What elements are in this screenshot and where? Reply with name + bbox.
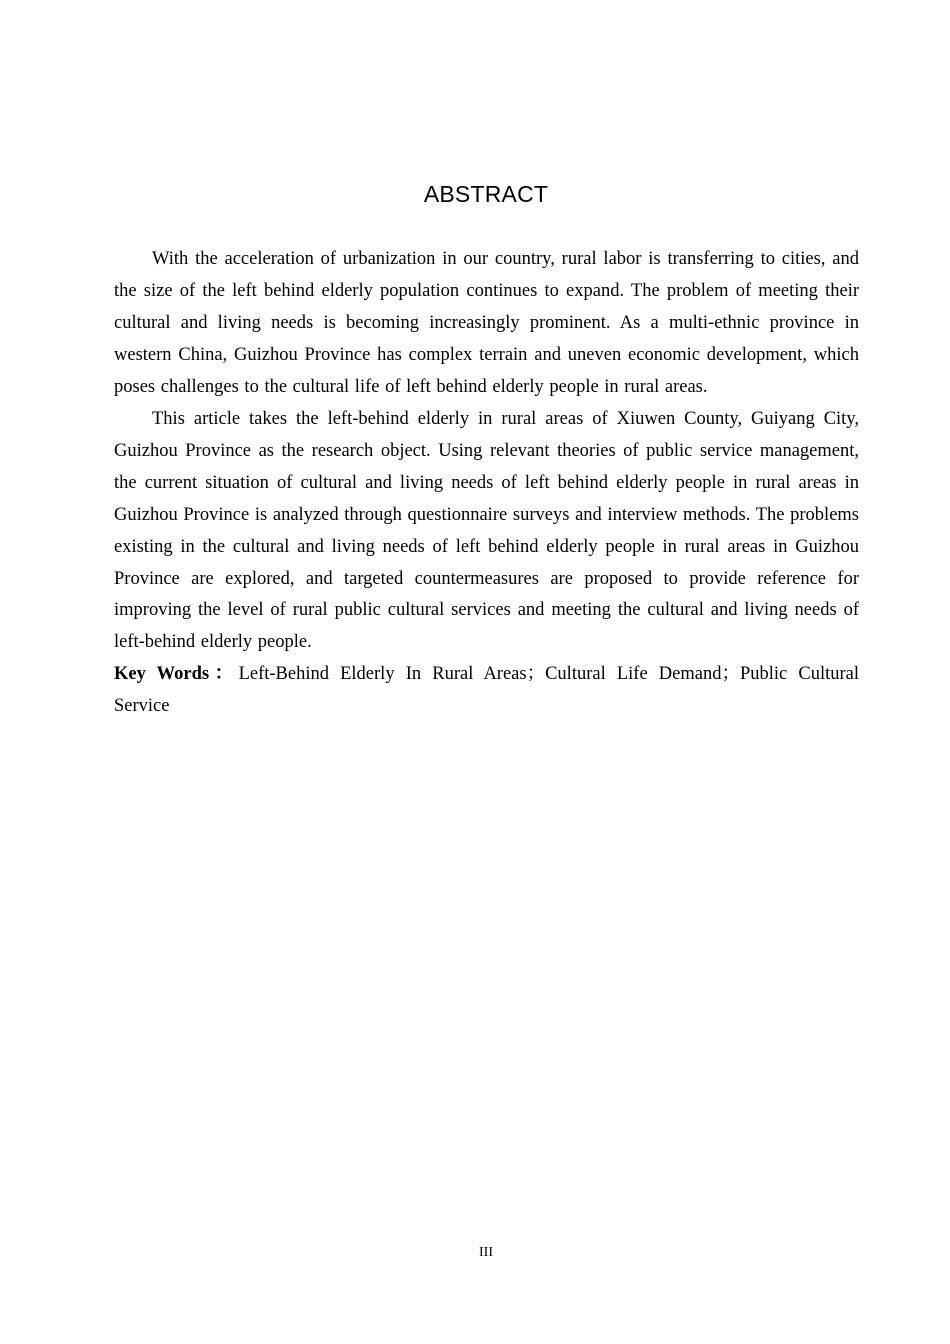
abstract-paragraph-1: With the acceleration of urbanization in our country, rural labor is transferring to cities, and the size of the left behind elderly population continues to expand. The problem of meeting their cultural and living needs is becoming increasingly prominent. As a multi-ethnic province in western China, Guizhou Province has complex terrain and uneven economic development, which poses challenges to the cultural life of left behind elderly people in rural areas.	[114, 249, 859, 397]
abstract-title: ABSTRACT	[423, 181, 549, 207]
keywords-line	[114, 659, 859, 723]
abstract-body	[114, 244, 859, 723]
keywords-text: Left-Behind Elderly In Rural Areas；Cultural Life Demand；Public Cultural Service	[114, 664, 859, 717]
abstract-paragraph-2: This article takes the left-behind elderly in rural areas of Xiuwen County, Guiyang City, Guizhou Province as the research object. Using relevant theories of public service management, the current situation of cultural and living needs of left behind elderly people in rural areas in Guizhou Province is analyzed through questionnaire surveys and interview methods. The problems existing in the cultural and living needs of left behind elderly people in rural areas in Guizhou Province are explored, and targeted countermeasures are proposed to provide reference for improving the level of rural public cultural services and meeting the cultural and living needs of left-behind elderly people.	[114, 408, 859, 653]
page-number: III	[479, 1245, 493, 1260]
keywords-label: Key Words：	[114, 664, 239, 685]
